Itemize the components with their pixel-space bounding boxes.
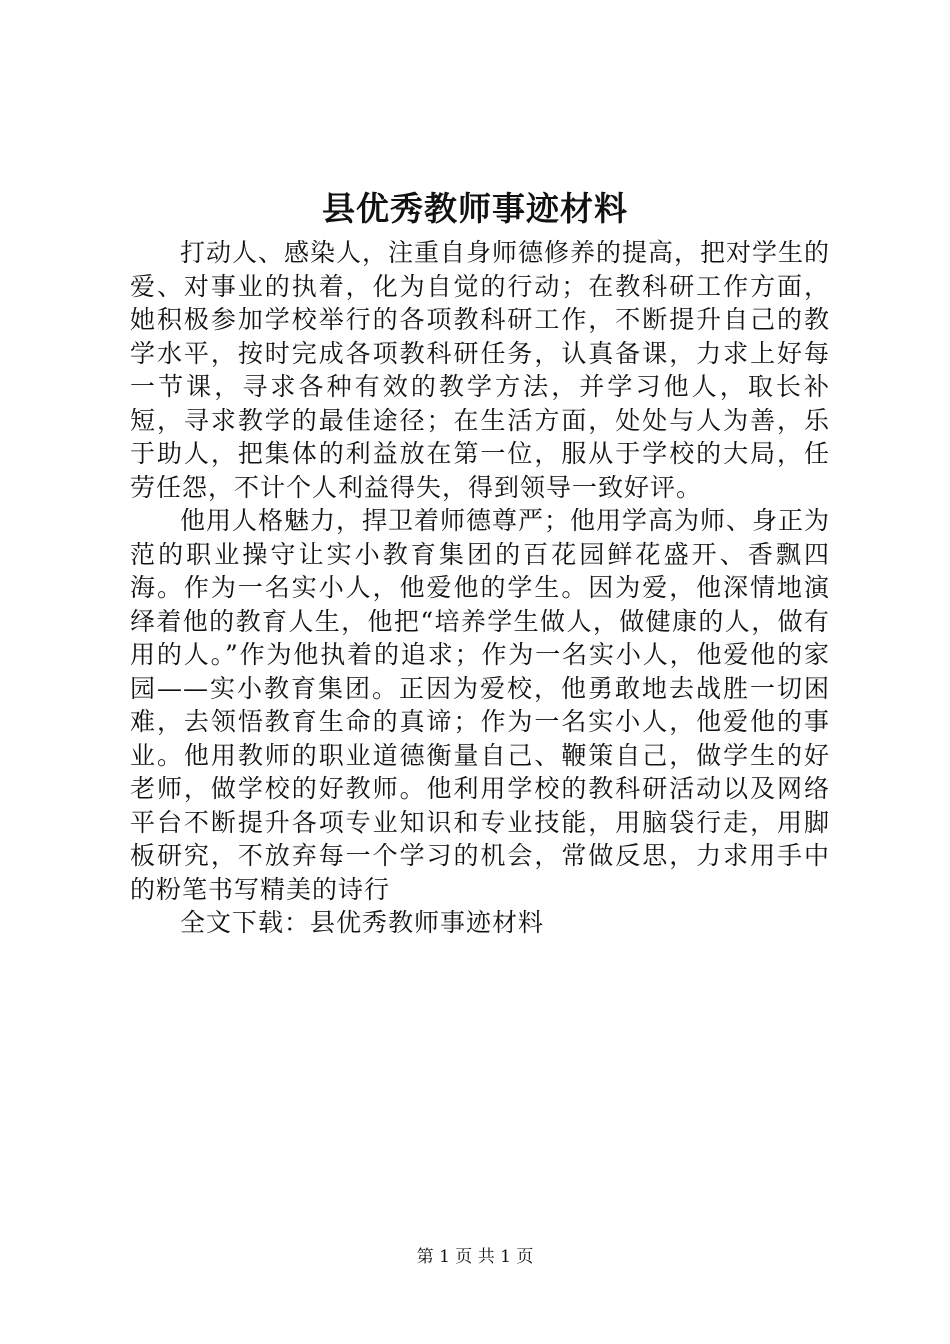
- paragraph-1: 打动人、感染人，注重自身师德修养的提高，把对学生的爱、对事业的执着，化为自觉的行动；在教科研工作方面，她积极参加学校举行的各项教科研工作，不断提升自己的教学水平，按时完成各项教科研任务，认真备课，力求上好每一节课，寻求各种有效的教学方法，并学习他人，取长补短，寻求教学的最佳途径；在生活方面，处处与人为善，乐于助人，把集体的利益放在第一位，服从于学校的大局，任劳任怨，不计个人利益得失，得到领导一致好评。: [130, 238, 831, 502]
- download-line: 全文下载：县优秀教师事迹材料: [180, 908, 545, 937]
- document-title: 县优秀教师事迹材料: [322, 189, 628, 228]
- document-body: [130, 236, 830, 940]
- paragraph-2: 他用人格魅力，捍卫着师德尊严；他用学高为师、身正为范的职业操守让实小教育集团的百花园鲜花盛开、香飘四海。作为一名实小人，他爱他的学生。因为爱，他深情地演绎着他的教育人生，他把“培养学生做人，做健康的人，做有用的人。”作为他执着的追求；作为一名实小人，他爱他的家园——实小教育集团。正因为爱校，他勇敢地去战胜一切困难，去领悟教育生命的真谛；作为一名实小人，他爱他的事业。他用教师的职业道德衡量自己、鞭策自己，做学生的好老师，做学校的好教师。他利用学校的教科研活动以及网络平台不断提升各项专业知识和专业技能，用脑袋行走，用脚板研究，不放弃每一个学习的机会，常做反思，力求用手中的粉笔书写精美的诗行: [130, 506, 831, 904]
- page-number-footer: 第 1 页 共 1 页: [416, 1247, 534, 1267]
